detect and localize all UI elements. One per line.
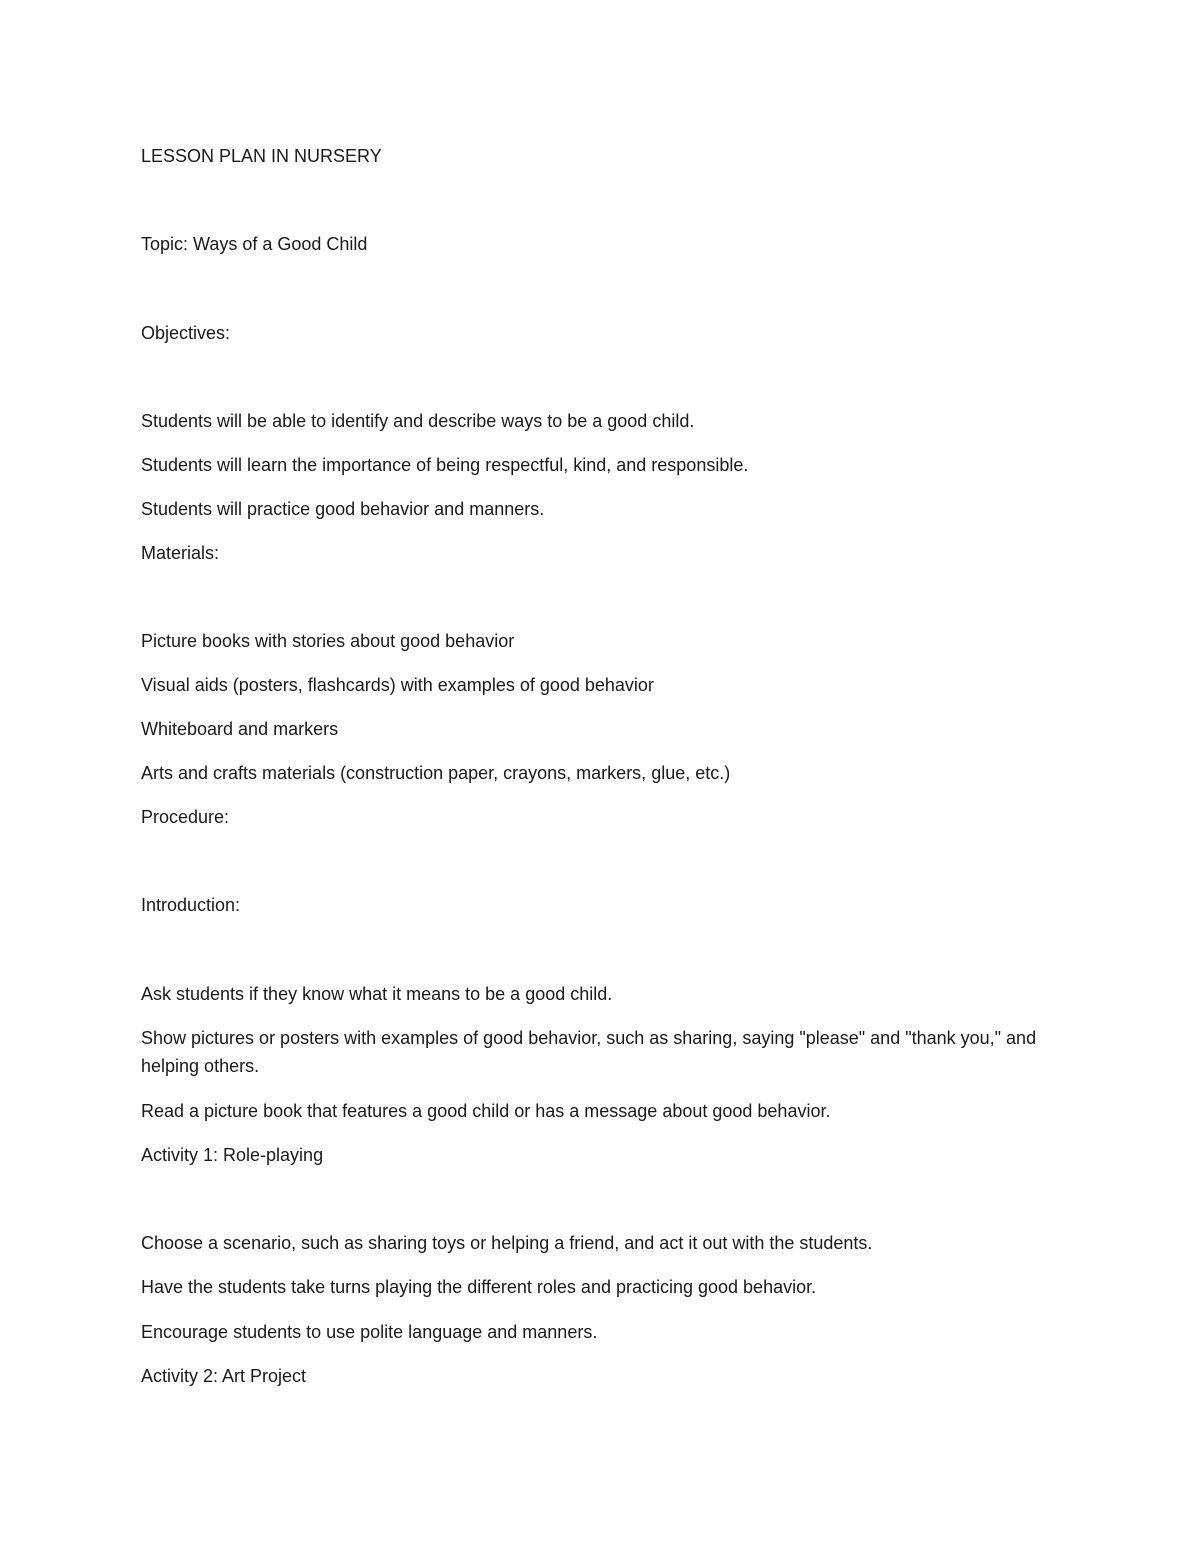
material-item: Picture books with stories about good behavior [141, 631, 515, 651]
document-title: LESSON PLAN IN NURSERY [141, 146, 382, 166]
activity1-heading: Activity 1: Role-playing [141, 1145, 324, 1165]
activity1-item: Encourage students to use polite language and manners. [141, 1322, 598, 1342]
activity1-item: Have the students take turns playing the different roles and practicing good behavior. [141, 1277, 817, 1297]
activity2-heading: Activity 2: Art Project [141, 1366, 307, 1386]
introduction-item: Read a picture book that features a good child or has a message about good behavior. [141, 1101, 831, 1121]
introduction-item: Ask students if they know what it means to be a good child. [141, 984, 613, 1004]
objectives-heading: Objectives: [141, 323, 231, 343]
introduction-heading: Introduction: [141, 895, 241, 915]
activity1-item: Choose a scenario, such as sharing toys or helping a friend, and act it out with the students. [141, 1233, 873, 1253]
material-item: Visual aids (posters, flashcards) with examples of good behavior [141, 675, 654, 695]
introduction-item: Show pictures or posters with examples of good behavior, such as sharing, saying "please" and "thank you," and helping others. [141, 1028, 1037, 1076]
objective-item: Students will practice good behavior and manners. [141, 499, 545, 519]
objective-item: Students will be able to identify and describe ways to be a good child. [141, 411, 695, 431]
material-item: Whiteboard and markers [141, 719, 339, 739]
materials-heading: Materials: [141, 543, 220, 563]
objective-item: Students will learn the importance of being respectful, kind, and responsible. [141, 455, 749, 475]
material-item: Arts and crafts materials (construction paper, crayons, markers, glue, etc.) [141, 763, 731, 783]
topic-line: Topic: Ways of a Good Child [141, 234, 368, 254]
procedure-heading: Procedure: [141, 807, 230, 827]
